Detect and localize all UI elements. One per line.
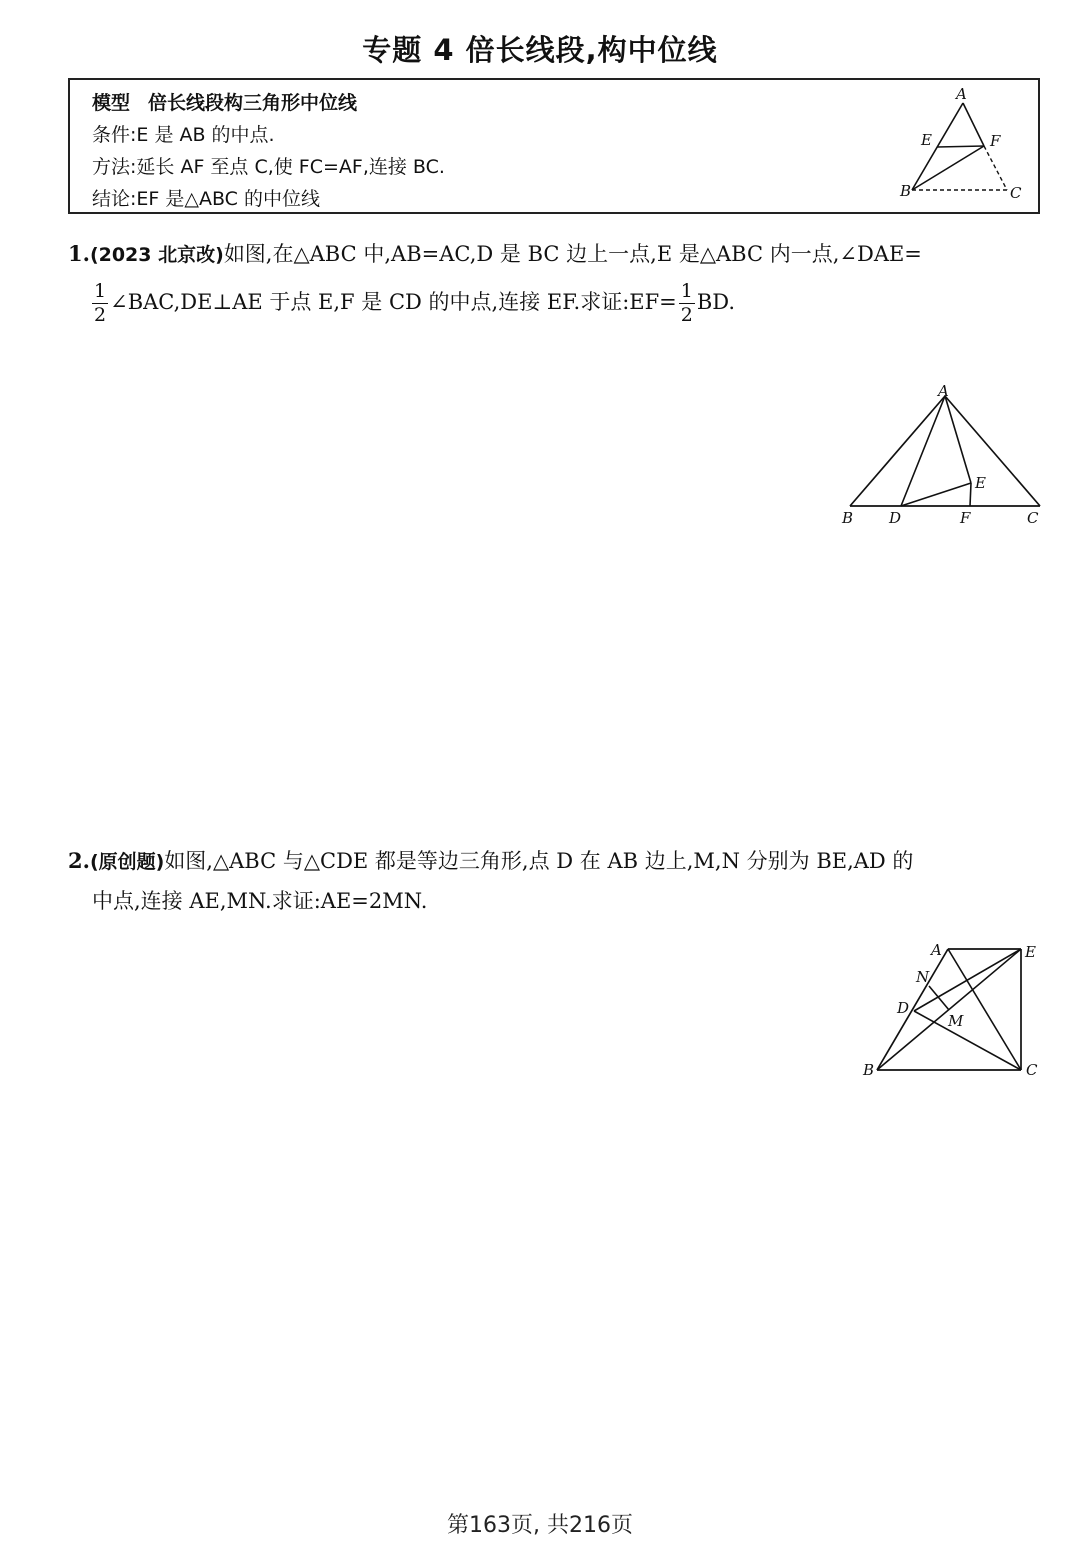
q1-label-d: D (889, 509, 902, 527)
model-label-c: C (1010, 184, 1022, 202)
question-1-fraction-1: $\frac{1}{2}$ (94, 280, 107, 326)
q1-label-e: E (975, 474, 986, 492)
model-title: 倍长线段构三角形中位线 (148, 92, 358, 114)
question-1-text-1: 如图,在△ABC 中,AB=AC,D 是 BC 边上一点,E 是△ABC 内一点,∠DAE= (223, 242, 922, 266)
model-segment-af (963, 103, 984, 146)
q2-label-m: M (948, 1012, 964, 1030)
model-segment-bf (912, 146, 984, 190)
model-conclusion: 结论:EF 是△ABC 的中位线 (92, 188, 320, 210)
q2-label-c: C (1026, 1061, 1038, 1079)
q1-segment-ef (970, 483, 971, 506)
model-label-b: B (900, 182, 912, 200)
model-label-a: A (956, 86, 967, 103)
q2-label-n: N (916, 968, 930, 986)
question-2-figure (855, 935, 1050, 1085)
q2-segment-ac (948, 949, 1021, 1070)
q2-label-a: A (931, 941, 942, 959)
question-1-text-3: BD. (696, 290, 736, 314)
model-segment-ef (937, 146, 984, 147)
q2-segment-nm (929, 986, 949, 1010)
page-title: 专题 4 倍长线段,构中位线 (362, 33, 718, 67)
question-2-line-2: 中点,连接 AE,MN.求证:AE=2MN. (92, 889, 428, 913)
q2-segment-dc (914, 1011, 1021, 1070)
model-segment-fc (984, 146, 1007, 190)
q2-segment-ab (877, 949, 948, 1070)
model-figure (890, 86, 1030, 210)
q1-segment-ac (945, 396, 1040, 506)
question-1-number: 1. (68, 241, 90, 266)
q2-label-e: E (1025, 943, 1036, 961)
q1-segment-de (901, 483, 971, 506)
question-1-text-2: ∠BAC,DE⊥AE 于点 E,F 是 CD 的中点,连接 EF.求证:EF= (110, 290, 677, 314)
q1-segment-ab (850, 396, 945, 506)
model-label: 模型 (92, 92, 131, 114)
question-2-number: 2. (68, 848, 90, 873)
q2-label-d: D (897, 999, 910, 1017)
question-2-source: (原创题) (89, 851, 165, 873)
question-2-text-1: 如图,△ABC 与△CDE 都是等边三角形,点 D 在 AB 边上,M,N 分别为 BE,AD 的 (164, 849, 914, 873)
model-label-f: F (990, 132, 1001, 150)
q1-label-a: A (938, 382, 949, 400)
question-2-line-1 (68, 845, 913, 875)
question-1-source: (2023 北京改) (89, 244, 224, 266)
model-label-e: E (921, 131, 932, 149)
q1-label-b: B (842, 509, 854, 527)
q1-label-f: F (960, 509, 971, 527)
question-1-figure (830, 382, 1050, 532)
q1-segment-ae (945, 396, 971, 483)
model-heading (92, 88, 357, 115)
model-method: 方法:延长 AF 至点 C,使 FC=AF,连接 BC. (92, 156, 445, 178)
q1-segment-ad (901, 396, 945, 506)
question-1-line-2 (90, 282, 735, 325)
question-1-fraction-2: $\frac{1}{2}$ (680, 280, 693, 326)
model-box (68, 78, 1040, 214)
model-condition: 条件:E 是 AB 的中点. (92, 124, 275, 146)
q1-label-c: C (1027, 509, 1039, 527)
question-1-line-1 (68, 238, 922, 268)
q2-label-b: B (863, 1061, 875, 1079)
page-footer: 第163页, 共216页 (447, 1513, 633, 1538)
